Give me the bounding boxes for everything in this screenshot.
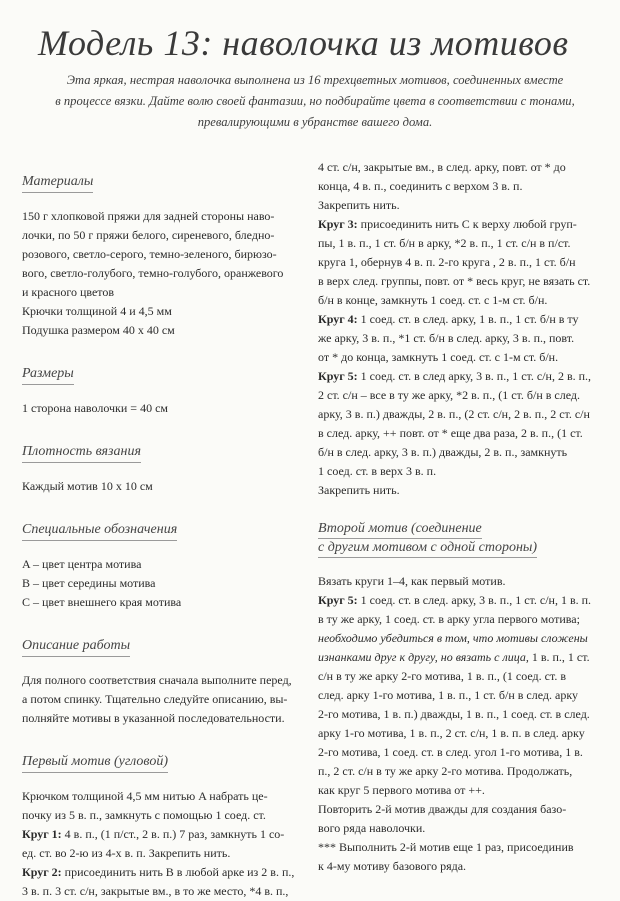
round-1-label: Круг 1: — [22, 827, 62, 841]
second-round-5-line: след. арку 1-го мотива, 1 в. п., 1 ст. б/н в след. арку — [318, 688, 578, 702]
second-round-5-line: п., 2 ст. с/н в ту же арку 2-го мотива. Продолжать, — [318, 764, 573, 778]
special-line: C – цвет внешнего края мотива — [22, 595, 182, 609]
round-1-text: 4 в. п., (1 п/ст., 2 в. п.) 7 раз, замкнуть 1 со- — [61, 827, 285, 841]
density-heading: Плотность вязания — [22, 442, 141, 463]
materials-line: Подушка размером 40 x 40 см — [22, 323, 175, 337]
round-4-line: от * до конца, замкнуть 1 соед. ст. с 1-м ст. б/н. — [318, 350, 559, 364]
second-motif-line: Вязать круги 1–4, как первый мотив. — [318, 574, 506, 588]
round-3-text: присоединить нить C к верху любой груп- — [357, 217, 577, 231]
materials-line: 150 г хлопковой пряжи для задней стороны наво- — [22, 209, 275, 223]
materials-line: вого, светло-голубого, темно-голубого, оранжевого — [22, 266, 284, 280]
materials-line: лочки, по 50 г пряжи белого, сиреневого, бледно- — [22, 228, 275, 242]
intro-line: Эта яркая, нестрая наволочка выполнена из 16 трехцветных мотивов, соединенных вместе — [66, 73, 564, 87]
second-round-5-cont: 1 в. п., 1 ст. — [528, 650, 590, 664]
work-heading: Описание работы — [22, 636, 130, 657]
materials-line: и красного цветов — [22, 285, 115, 299]
round-2 — [22, 863, 312, 882]
round-4-text: 1 соед. ст. в след. арку, 1 в. п., 1 ст. б/н в ту — [357, 312, 579, 326]
second-round-5-line: арку 1-го мотива, 1 в. п., 2 ст. с/н, 1 в. п. в след. арку — [318, 726, 585, 740]
round-5-line: 2 ст. с/н – все в ту же арку, *2 в. п., (1 ст. б/н в след. — [318, 388, 581, 402]
round-2-cont: 4 ст. с/н, закрытые вм., в след. арку, повт. от * до — [318, 160, 566, 174]
special-heading: Специальные обозначения — [22, 520, 177, 541]
second-round-5-text: 1 соед. ст. в след. арку, 3 в. п., 1 ст. с/н, 1 в. п. — [357, 593, 592, 607]
work-line: а потом спинку. Тщательно следуйте описанию, вы- — [22, 692, 288, 706]
second-round-5-line: к 4-му мотиву базового ряда. — [318, 859, 467, 873]
round-3-label: Круг 3: — [318, 217, 358, 231]
intro-line: превалирующими в убранстве вашего дома. — [197, 115, 433, 129]
second-round-5-line: в ту же арку, 1 соед. ст. в арку угла первого мотива; — [318, 612, 580, 626]
second-round-5-line: *** Выполнить 2-й мотив еще 1 раз, присоединив — [318, 840, 574, 854]
second-round-5-note-line — [318, 648, 610, 667]
materials-heading: Материалы — [22, 172, 93, 193]
round-3-line: круга 1, обернув 4 в. п. 2-го круга , 2 в. п., 1 ст. б/н — [318, 255, 576, 269]
round-5-line: Закрепить нить. — [318, 483, 400, 497]
round-3 — [318, 215, 610, 234]
first-motif-line: почку из 5 в. п., замкнуть с помощью 1 соед. ст. — [22, 808, 266, 822]
round-5-line: арку, 3 в. п.) дважды, 2 в. п., (2 ст. с/н, 2 в. п., 2 ст. с/н — [318, 407, 590, 421]
second-round-5-line: вого ряда наволочки. — [318, 821, 426, 835]
intro-line: в процессе вязки. Дайте волю своей фантазии, но подбирайте цвета в соответствии с тонами, — [55, 94, 575, 108]
materials-line: Крючки толщиной 4 и 4,5 мм — [22, 304, 172, 318]
second-round-5-line: как круг 5 первого мотива от ++. — [318, 783, 485, 797]
second-round-5-line: 2-го мотива, 1 соед. ст. в след. угол 1-го мотива, 1 в. — [318, 745, 583, 759]
second-motif-heading-line: с другим мотивом с одной стороны) — [318, 539, 537, 558]
second-round-5-line: с/н в ту же арку 2-го мотива, 1 в. п., (1 соед. ст. в — [318, 669, 566, 683]
second-round-5-note: необходимо убедиться в том, что мотивы сложены — [318, 631, 588, 645]
second-motif-heading — [318, 520, 610, 558]
round-4 — [318, 310, 610, 329]
round-5-line: б/н в след. арку, 3 в. п.) дважды, 2 в. п., замкнуть — [318, 445, 568, 459]
round-2-cont: конца, 4 в. п., соединить с верхом 3 в. п. — [318, 179, 523, 193]
round-2-label: Круг 2: — [22, 865, 62, 879]
density-text: Каждый мотив 10 x 10 см — [22, 479, 153, 493]
special-line: A – цвет центра мотива — [22, 557, 142, 571]
second-round-5-label: Круг 5: — [318, 593, 358, 607]
round-1 — [22, 825, 312, 844]
round-2-cont: Закрепить нить. — [318, 198, 400, 212]
intro-text — [30, 70, 600, 133]
round-5-line: 1 соед. ст. в верх 3 в. п. — [318, 464, 437, 478]
second-round-5-line: 2-го мотива, 1 в. п.) дважды, 1 в. п., 1 соед. ст. в след. — [318, 707, 590, 721]
first-motif-line: Крючком толщиной 4,5 мм нитью A набрать це- — [22, 789, 268, 803]
materials-line: розового, светло-серого, темно-зеленого, бирюзо- — [22, 247, 277, 261]
left-column — [22, 172, 312, 901]
second-round-5-line: Повторить 2-й мотив дважды для создания базо- — [318, 802, 567, 816]
second-motif-heading-line: Второй мотив (соединение — [318, 520, 482, 539]
round-4-line: же арку, 3 в. п., *1 ст. б/н в след. арку, 3 в. п., повт. — [318, 331, 575, 345]
round-1-line: ед. ст. во 2-ю из 4-х в. п. Закрепить нить. — [22, 846, 231, 860]
round-2-line: 3 в. п. 3 ст. с/н, закрытые вм., в то же место, *4 в. п., — [22, 884, 289, 898]
sizes-text: 1 сторона наволочки = 40 см — [22, 401, 168, 415]
round-5-label: Круг 5: — [318, 369, 358, 383]
round-5 — [318, 367, 610, 386]
second-round-5 — [318, 591, 610, 610]
work-line: полняйте мотивы в указанной последовательности. — [22, 711, 285, 725]
first-motif-heading: Первый мотив (угловой) — [22, 752, 168, 773]
round-3-line: в верх след. группы, повт. от * весь круг, не вязать ст. — [318, 274, 591, 288]
right-column — [318, 158, 610, 876]
sizes-heading: Размеры — [22, 364, 74, 385]
work-line: Для полного соответствия сначала выполните перед, — [22, 673, 292, 687]
round-2-text: присоединить нить B в любой арке из 2 в. п., — [61, 865, 295, 879]
round-4-label: Круг 4: — [318, 312, 358, 326]
page-title: Модель 13: наволочка из мотивов — [38, 23, 569, 63]
round-5-text: 1 соед. ст. в след арку, 3 в. п., 1 ст. с/н, 2 в. п., — [357, 369, 592, 383]
round-3-line: пы, 1 в. п., 1 ст. б/н в арку, *2 в. п., 1 ст. с/н в п/ст. — [318, 236, 571, 250]
round-5-line: в след. арку, ++ повт. от * еще два раза, 2 в. п., (1 ст. — [318, 426, 583, 440]
round-3-line: б/н в конце, замкнуть 1 соед. ст. с 1-м ст. б/н. — [318, 293, 548, 307]
special-line: B – цвет середины мотива — [22, 576, 156, 590]
second-round-5-note-text: изнанками друг к другу, но вязать с лица, — [318, 650, 529, 664]
